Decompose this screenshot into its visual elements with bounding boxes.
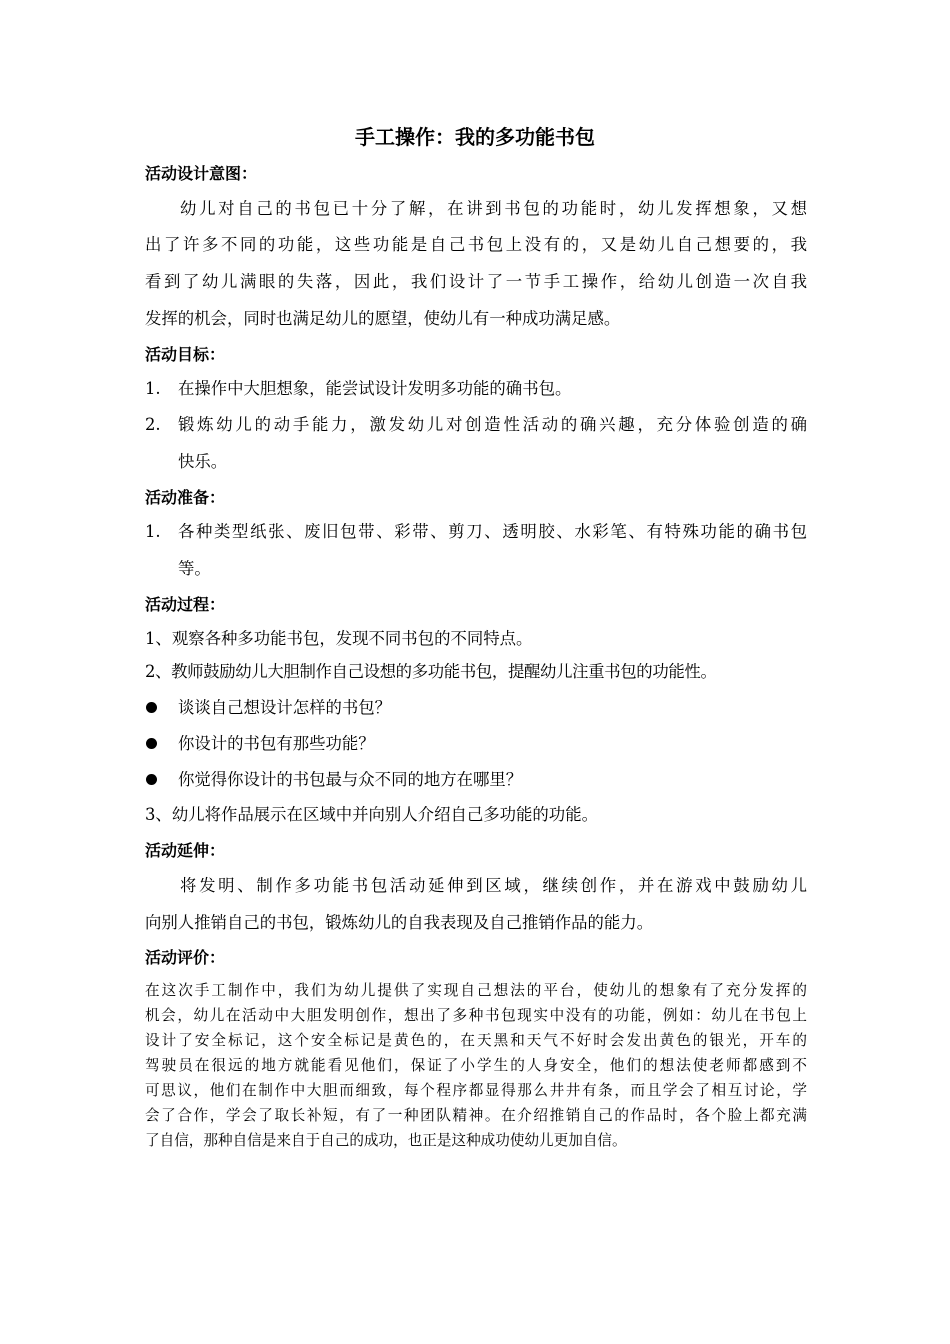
- heading-process: 活动过程：: [145, 595, 226, 614]
- evaluation-line: 驾驶员在很远的地方就能看见他们，保证了小学生的人身安全，他们的想法使老师都感到不: [145, 1057, 807, 1074]
- list-item: 锻炼幼儿的动手能力，激发幼儿对创造性活动的确兴趣，充分体验创造的确: [178, 415, 807, 434]
- process-step: 1、观察各种多功能书包，发现不同书包的不同特点。: [145, 629, 533, 648]
- process-step: 3、幼儿将作品展示在区域中并向别人介绍自己多功能的功能。: [145, 805, 598, 824]
- list-item-continuation: 等。: [178, 559, 211, 578]
- evaluation-line: 设计了安全标记，这个安全标记是黄色的，在天黑和天气不好时会发出黄色的银光，开车的: [145, 1032, 807, 1049]
- list-item-continuation: 快乐。: [178, 452, 228, 471]
- paragraph-line: 幼儿对自己的书包已十分了解，在讲到书包的功能时，幼儿发挥想象，又想: [180, 199, 807, 218]
- paragraph-line: 看到了幼儿满眼的失落，因此，我们设计了一节手工操作，给幼儿创造一次自我: [145, 272, 807, 291]
- evaluation-line: 机会，幼儿在活动中大胆发明创作，想出了多种书包现实中没有的功能，例如：幼儿在书包上: [145, 1007, 807, 1024]
- heading-preparation: 活动准备：: [145, 488, 226, 507]
- list-number: 1.: [145, 522, 161, 541]
- list-item: 在操作中大胆想象，能尝试设计发明多功能的确书包。: [178, 379, 572, 398]
- bullet-item: 你觉得你设计的书包最与众不同的地方在哪里？: [178, 770, 523, 789]
- bullet-item: 你设计的书包有那些功能？: [178, 734, 375, 753]
- evaluation-line: 了自信，那种自信是来自于自己的成功，也正是这种成功使幼儿更加自信。: [145, 1132, 627, 1149]
- bullet-icon: [146, 702, 157, 713]
- heading-design-intent: 活动设计意图：: [145, 164, 258, 183]
- evaluation-line: 会了合作，学会了取长补短，有了一种团队精神。在介绍推销自己的作品时，各个脸上都充满: [145, 1107, 807, 1124]
- evaluation-line: 可思议，他们在制作中大胆而细致，每个程序都显得那么井井有条，而且学会了相互讨论，学: [145, 1082, 807, 1099]
- heading-extension: 活动延伸：: [145, 841, 226, 860]
- bullet-item: 谈谈自己想设计怎样的书包？: [178, 698, 392, 717]
- process-step: 2、教师鼓励幼儿大胆制作自己设想的多功能书包，提醒幼儿注重书包的功能性。: [145, 662, 717, 681]
- paragraph-line: 向别人推销自己的书包，锻炼幼儿的自我表现及自己推销作品的能力。: [145, 913, 654, 932]
- list-number: 1.: [145, 379, 161, 398]
- paragraph-line: 出了许多不同的功能，这些功能是自己书包上没有的，又是幼儿自己想要的，我: [145, 235, 807, 254]
- document-title: 手工操作：我的多功能书包: [355, 125, 595, 149]
- heading-evaluation: 活动评价：: [145, 948, 226, 967]
- heading-goals: 活动目标：: [145, 345, 226, 364]
- paragraph-line: 将发明、制作多功能书包活动延伸到区域，继续创作，并在游戏中鼓励幼儿: [180, 876, 807, 895]
- list-number: 2.: [145, 415, 161, 434]
- paragraph-line: 发挥的机会，同时也满足幼儿的愿望，使幼儿有一种成功满足感。: [145, 309, 621, 328]
- list-item: 各种类型纸张、废旧包带、彩带、剪刀、透明胶、水彩笔、有特殊功能的确书包: [178, 522, 807, 541]
- bullet-icon: [146, 738, 157, 749]
- bullet-icon: [146, 774, 157, 785]
- evaluation-line: 在这次手工制作中，我们为幼儿提供了实现自己想法的平台，使幼儿的想象有了充分发挥的: [145, 982, 807, 999]
